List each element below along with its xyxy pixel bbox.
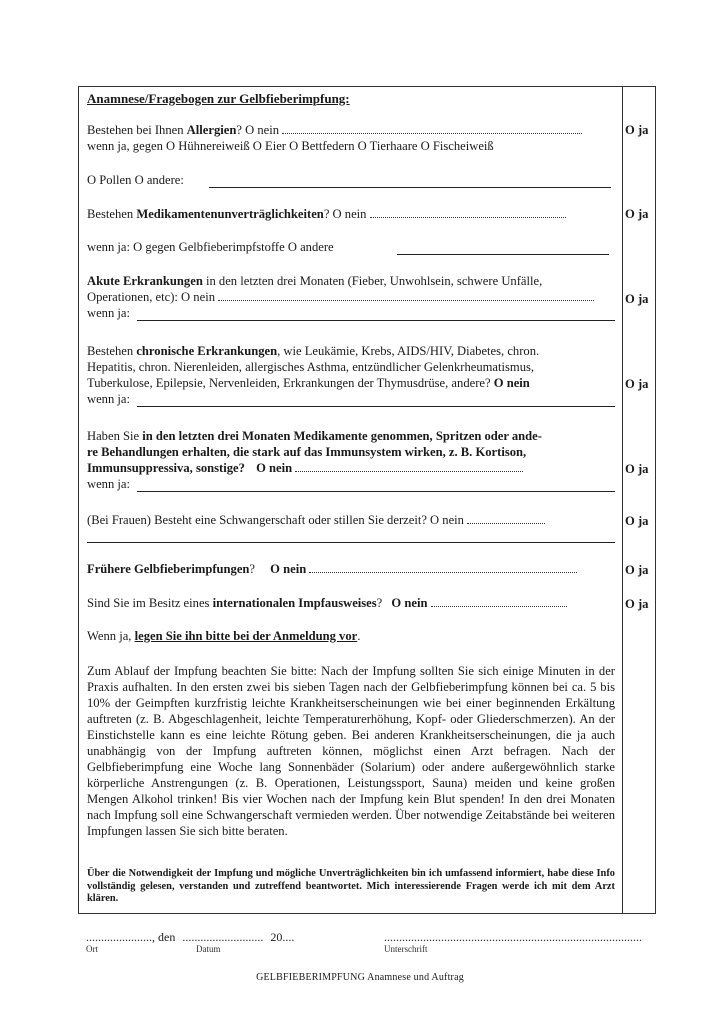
leader-dots — [282, 124, 582, 134]
passport-note-pre: Wenn ja, — [87, 629, 135, 643]
acute-ifyes-label: wenn ja: — [87, 306, 131, 320]
immuno-question — [87, 429, 542, 444]
prior-question — [87, 562, 577, 577]
passport-question — [87, 596, 567, 611]
leader-dots — [467, 514, 545, 524]
acute-yes-option[interactable]: O ja — [625, 292, 649, 306]
chronic-line2: Hepatitis, chron. Nierenleiden, allergisches Asthma, entzündlicher Gelenkrheumatismus, — [87, 360, 535, 374]
info-paragraph: Zum Ablauf der Impfung beachten Sie bitte: Nach der Impfung sollten Sie sich einige Minuten in der Praxis aufhalten. In den ersten zwei bis sieben Tagen nach der Gelbfieberimpfung können bei ca. 5 bis 10% der Geimpften kurzfristig leichte Krankheitserscheinungen wie bei einer beginnenden Erkältung auftreten (z. B. Abgeschlagenheit, leichte Temperaturerhöhung, Kopf- oder Gliederschmerzen). An der Einstichstelle kann es eine leichte Rötung geben. Bei anderen Krankheitserscheinungen, die ja auch unabhängig von der Impfung auftreten können, möglichst einen Arzt befragen. Nach der Gelbfieberimpfung eine Woche lang Sonnenbäder (Solarium) oder andere außergewöhnlich starke körperliche Anstrengungen (z. B. Operationen, Leistungssport, Sauna) meiden und keine großen Mengen Alkohol trinken! Bis vier Wochen nach der Impfung kein Blut spenden! In den drei Monaten nach Impfung soll eine Schwangerschaft vermieden werden. Über notwendige Zeitabstände bei weiteren Impfungen lassen Sie sich bitte beraten. — [87, 664, 615, 838]
leader-dots — [370, 208, 566, 218]
meds-question — [87, 207, 566, 222]
passport-note — [87, 629, 360, 644]
meds-q-pre: Bestehen — [87, 207, 137, 221]
passport-q-pre: Sind Sie im Besitz eines — [87, 596, 213, 610]
caption-unterschrift: Unterschrift — [384, 944, 428, 954]
chronic-line3 — [87, 376, 530, 391]
leader-dots — [431, 597, 567, 607]
chronic-question — [87, 344, 539, 359]
immuno-q-bold: in den letzten drei Monaten Medikamente genommen, Spritzen oder ande- — [142, 429, 542, 443]
prior-q-post: ? — [249, 562, 256, 576]
questionnaire-frame — [78, 86, 656, 914]
leader-dots — [309, 563, 577, 573]
chronic-yes-option[interactable]: O ja — [625, 377, 649, 391]
immuno-no-option[interactable]: O nein — [256, 461, 293, 475]
pregnancy-no-option[interactable]: (Bei Frauen) Besteht eine Schwangerschaft oder stillen Sie derzeit? O nein — [87, 513, 464, 527]
passport-q-post: ? — [376, 596, 383, 610]
allergies-q-bold: Allergien — [186, 123, 237, 137]
immuno-line3-text: Immunsuppressiva, sonstige? — [87, 461, 245, 475]
signature-field[interactable]: ...................................................................................... — [384, 930, 642, 944]
passport-yes-option[interactable]: O ja — [625, 597, 649, 611]
caption-ort: Ort — [86, 944, 98, 954]
chronic-details-input[interactable] — [137, 406, 615, 407]
allergies-other-input[interactable] — [209, 187, 611, 188]
allergies-no-option[interactable]: ? O nein — [236, 123, 280, 137]
form-title: Anamnese/Fragebogen zur Gelbfieberimpfung: — [87, 91, 350, 106]
immuno-line3 — [87, 461, 523, 476]
meds-no-option[interactable]: ? O nein — [323, 207, 367, 221]
leader-dots — [218, 291, 594, 301]
year-field[interactable]: 20.... — [270, 930, 295, 944]
prior-no-option[interactable]: O nein — [270, 562, 307, 576]
acute-q-post: in den letzten drei Monaten (Fieber, Unwohlsein, schwere Unfälle, — [202, 274, 543, 288]
leader-dots — [295, 462, 523, 472]
meds-yes-option[interactable]: O ja — [625, 207, 649, 221]
immuno-ifyes-label: wenn ja: — [87, 477, 131, 491]
acute-no-option[interactable]: Operationen, etc): O nein — [87, 290, 215, 304]
passport-note-bold: legen Sie ihn bitte bei der Anmeldung vor — [134, 629, 358, 643]
allergies-other-label: O Pollen O andere: — [87, 173, 184, 187]
acute-details-input[interactable] — [137, 320, 615, 321]
allergies-q-pre: Bestehen bei Ihnen — [87, 123, 187, 137]
meds-other-input[interactable] — [397, 254, 609, 255]
allergies-yes-option[interactable]: O ja — [625, 123, 649, 137]
chronic-no-option[interactable]: O nein — [493, 376, 530, 390]
meds-options[interactable]: wenn ja: O gegen Gelbfieberimpfstoffe O andere — [87, 240, 334, 254]
date-field[interactable]: ........................... — [182, 930, 264, 944]
pregnancy-details-input[interactable] — [87, 542, 615, 543]
passport-q-bold: internationalen Impfausweises — [212, 596, 377, 610]
acute-q-bold: Akute Erkrankungen — [87, 274, 203, 288]
immuno-details-input[interactable] — [137, 491, 615, 492]
chronic-ifyes-label: wenn ja: — [87, 392, 131, 406]
immuno-q-pre: Haben Sie — [87, 429, 143, 443]
answer-column-divider — [622, 87, 623, 913]
immuno-line2: re Behandlungen erhalten, die stark auf das Immunsystem wirken, z. B. Kortison, — [87, 445, 527, 459]
page-footer: GELBFIEBERIMPFUNG Anamnese und Auftrag — [256, 972, 464, 983]
chronic-q-post: , wie Leukämie, Krebs, AIDS/HIV, Diabetes, chron. — [277, 344, 540, 358]
prior-yes-option[interactable]: O ja — [625, 563, 649, 577]
chronic-q-pre: Bestehen — [87, 344, 137, 358]
place-field[interactable]: ...................... — [86, 930, 152, 944]
passport-no-option[interactable]: O nein — [391, 596, 428, 610]
pregnancy-yes-option[interactable]: O ja — [625, 514, 649, 528]
prior-q-bold: Frühere Gelbfieberimpfungen — [87, 562, 250, 576]
acute-line2 — [87, 290, 594, 305]
consent-paragraph: Über die Notwendigkeit der Impfung und mögliche Unverträglichkeiten bin ich umfassend informiert, habe diese Info vollständig gelesen, verstanden und zutreffend beantwortet. Mich interessierende Fragen werde ich mit dem Arzt klären. — [87, 868, 615, 904]
allergies-options[interactable]: wenn ja, gegen O Hühnereiweiß O Eier O Bettfedern O Tierhaare O Fischeiweiß — [87, 139, 494, 153]
chronic-line3-text: Tuberkulose, Epilepsie, Nervenleiden, Erkrankungen der Thymusdrüse, andere? — [87, 376, 491, 390]
allergies-question — [87, 123, 582, 138]
caption-datum: Datum — [196, 944, 221, 954]
passport-note-post: . — [357, 629, 361, 643]
pregnancy-question — [87, 513, 545, 528]
acute-question — [87, 274, 542, 289]
chronic-q-bold: chronische Erkrankungen — [136, 344, 278, 358]
den-label: , den — [152, 930, 176, 944]
immuno-yes-option[interactable]: O ja — [625, 462, 649, 476]
signature-row — [86, 930, 294, 945]
meds-q-bold: Medikamentenunverträglichkeiten — [136, 207, 324, 221]
